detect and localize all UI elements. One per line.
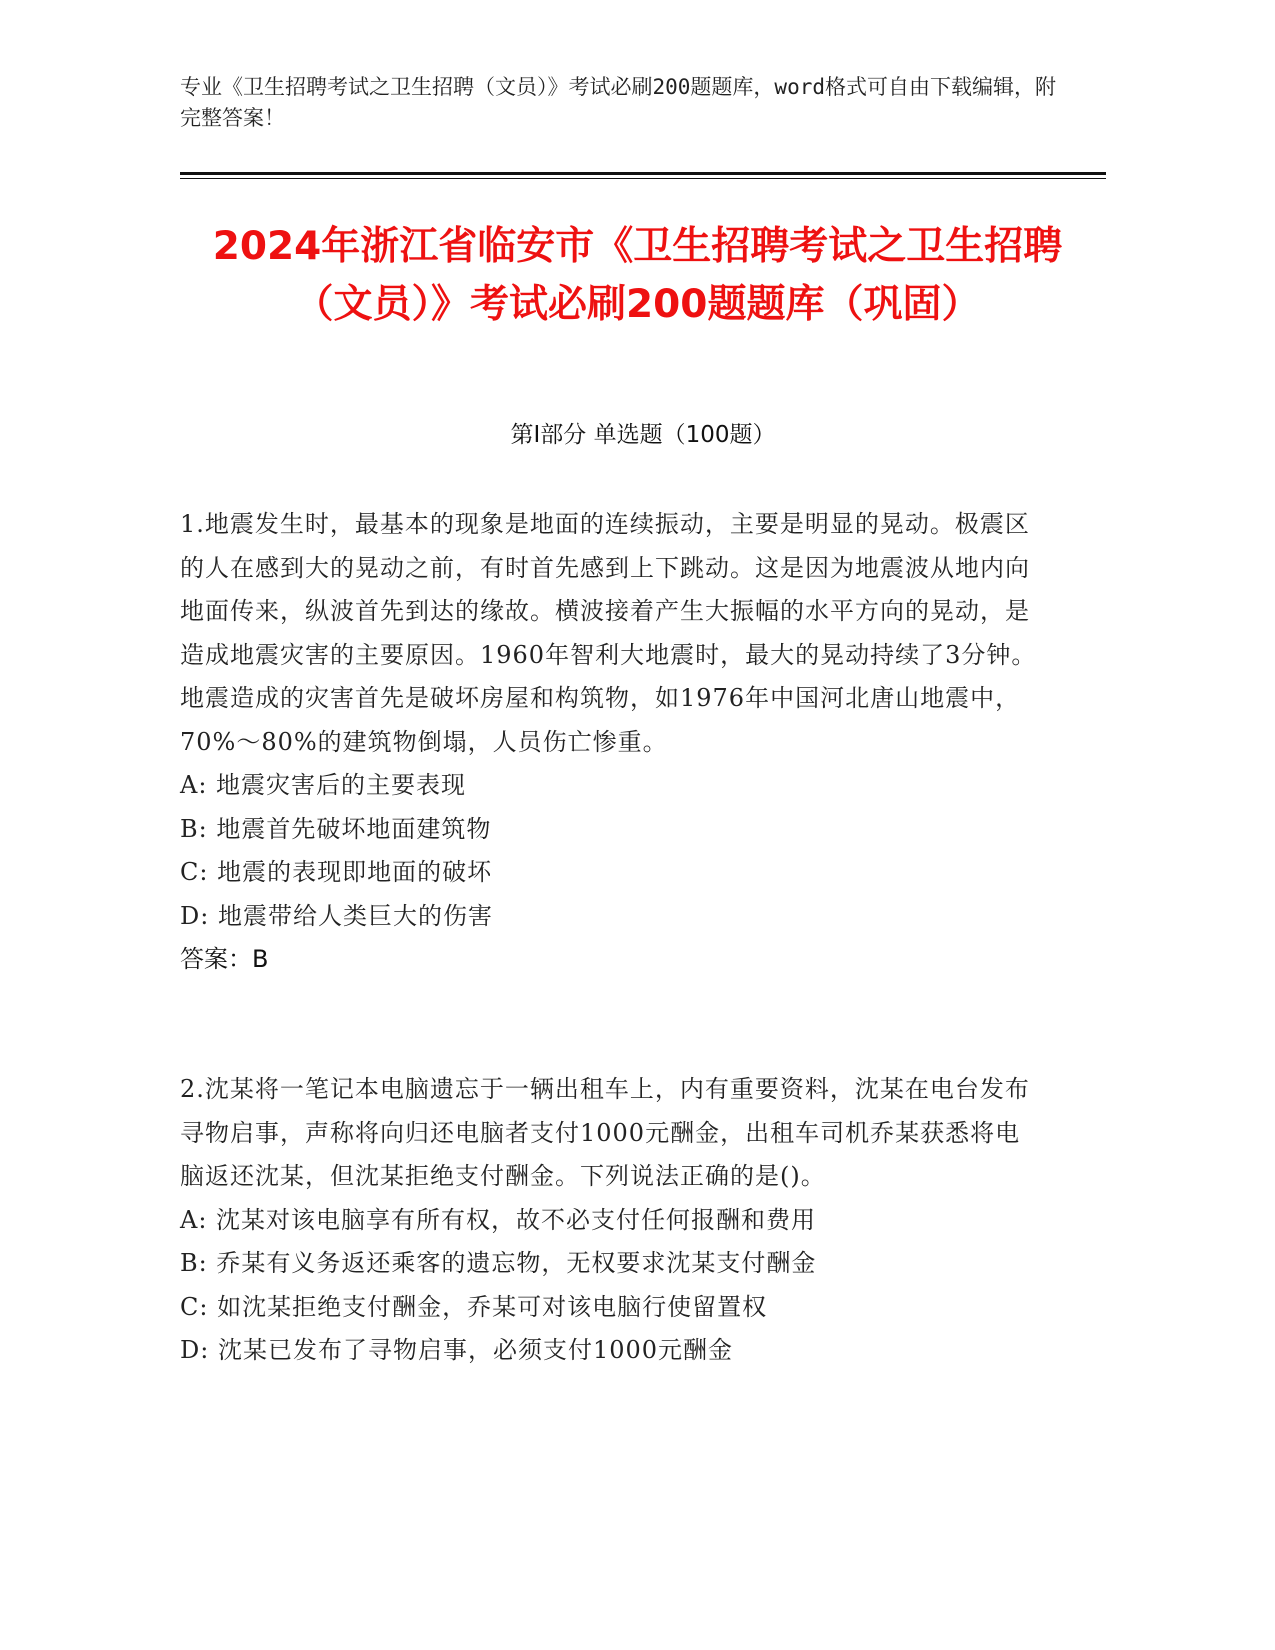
option-d: D: 地震带给人类巨大的伤害 <box>180 901 493 930</box>
option-d: D: 沈某已发布了寻物启事，必须支付1000元酬金 <box>180 1336 734 1364</box>
option-a: A: 地震灾害后的主要表现 <box>180 771 467 799</box>
document-title: 2024年浙江省临安市《卫生招聘考试之卫生招聘（文员）》考试必刷200题题库（巩固） <box>212 224 1063 327</box>
header-divider-thick <box>180 172 1106 175</box>
header-divider-thin <box>180 178 1106 179</box>
header-note: 专业《卫生招聘考试之卫生招聘（文员）》考试必刷200题题库，word格式可自由下载编辑，附完整答案！ <box>180 75 1056 130</box>
section-heading: 第I部分 单选题（100题） <box>510 422 776 448</box>
option-b: B: 乔某有义务返还乘客的遗忘物，无权要求沈某支付酬金 <box>180 1249 817 1277</box>
question-stem: 2.沈某将一笔记本电脑遗忘于一辆出租车上，内有重要资料，沈某在电台发布寻物启事，声称将向归还电脑者支付1000元酬金，出租车司机乔某获悉将电脑返还沈某，但沈某拒绝支付酬金。下列说法正确的是()。 <box>180 1075 1030 1190</box>
option-c: C: 地震的表现即地面的破坏 <box>180 858 493 886</box>
answer-label: 答案：B <box>180 945 269 973</box>
question-stem: 1.地震发生时，最基本的现象是地面的连续振动，主要是明显的晃动。极震区的人在感到大的晃动之前，有时首先感到上下跳动。这是因为地震波从地内向地面传来，纵波首先到达的缘故。横波接着产生大振幅的水平方向的晃动，是造成地震灾害的主要原因。1960年智利大地震时，最大的晃动持续了3分钟。地震造成的灾害首先是破坏房屋和构筑物，如1976年中国河北唐山地震中，70%～80%的建筑物倒塌，人员伤亡惨重。 <box>180 510 1037 756</box>
question-2 <box>180 1068 1040 1373</box>
question-1 <box>180 503 1040 982</box>
option-c: C: 如沈某拒绝支付酬金，乔某可对该电脑行使留置权 <box>180 1292 768 1321</box>
option-b: B: 地震首先破坏地面建筑物 <box>180 814 492 843</box>
option-a: A: 沈某对该电脑享有所有权，故不必支付任何报酬和费用 <box>180 1205 817 1234</box>
